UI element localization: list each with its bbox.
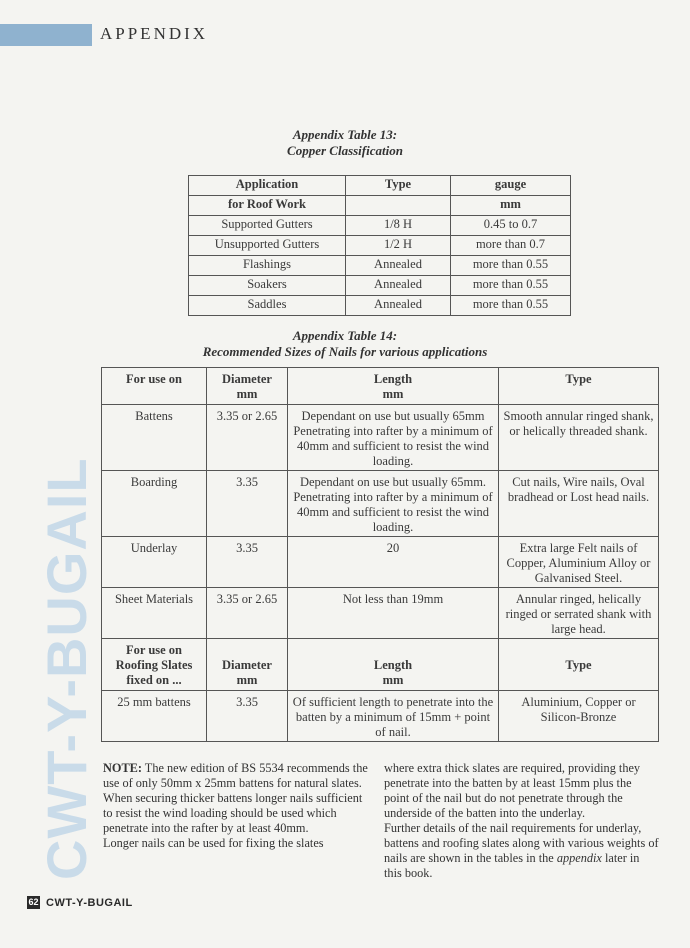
table-header-row — [189, 196, 571, 216]
table-row — [102, 537, 659, 588]
table14-caption-line2: Recommended Sizes of Nails for various applications — [202, 344, 488, 359]
table-row — [102, 588, 659, 639]
table-cell: Not less than 19mm — [288, 588, 499, 639]
appendix-reference: appendix — [556, 851, 602, 865]
header-cell: mm — [451, 196, 571, 216]
table-header-row — [102, 639, 659, 691]
table-cell: 1/2 H — [346, 236, 451, 256]
header-cell: Diameter mm — [207, 639, 288, 691]
table-cell: Sheet Materials — [102, 588, 207, 639]
table-cell: 1/8 H — [346, 216, 451, 236]
table-cell: more than 0.55 — [451, 256, 571, 276]
copper-classification-table — [188, 175, 571, 316]
table-cell: Soakers — [189, 276, 346, 296]
note-label: NOTE: — [103, 761, 142, 775]
note-paragraph: Longer nails can be used for fixing the slates — [103, 836, 324, 850]
note-text: The new edition of BS 5534 recommends the use of only 50mm x 25mm battens for natural slates. — [103, 761, 368, 790]
table-cell: Dependant on use but usually 65mm. Penetrating into rafter by a minimum of 40mm and sufficient to resist the wind loading. — [288, 471, 499, 537]
header-accent-bar — [0, 24, 92, 46]
table-cell: Of sufficient length to penetrate into the batten by a minimum of 15mm + point of nail. — [288, 691, 499, 742]
table-cell: Saddles — [189, 296, 346, 316]
table-row — [189, 256, 571, 276]
note-left-column — [103, 761, 373, 851]
table14-caption — [0, 328, 690, 360]
table-cell: Extra large Felt nails of Copper, Aluminium Alloy or Galvanised Steel. — [499, 537, 659, 588]
table-row — [102, 471, 659, 537]
nail-sizes-table — [101, 367, 659, 742]
table-cell: Flashings — [189, 256, 346, 276]
table-cell: Annealed — [346, 296, 451, 316]
note-paragraph: When securing thicker battens longer nails sufficient to resist the wind loading should be used which penetrate into the rafter by at least 40mm. — [103, 791, 363, 835]
table-cell: more than 0.55 — [451, 296, 571, 316]
note-paragraph — [384, 821, 659, 881]
table-row — [189, 296, 571, 316]
table-row — [189, 216, 571, 236]
header-cell: gauge — [451, 176, 571, 196]
page-footer — [27, 896, 133, 909]
header-cell: Length mm — [288, 639, 499, 691]
table-row — [102, 691, 659, 742]
table-cell: Annealed — [346, 276, 451, 296]
table-cell: Supported Gutters — [189, 216, 346, 236]
table-cell: Underlay — [102, 537, 207, 588]
header-cell: Type — [499, 368, 659, 405]
table-cell: 3.35 — [207, 537, 288, 588]
table-cell: Annular ringed, helically ringed or serrated shank with large head. — [499, 588, 659, 639]
header-cell: For use on Roofing Slates fixed on ... — [102, 639, 207, 691]
table-cell: more than 0.7 — [451, 236, 571, 256]
table13-caption-line2: Copper Classification — [287, 143, 403, 158]
table-row — [189, 276, 571, 296]
header-cell: Type — [346, 176, 451, 196]
table-cell: Boarding — [102, 471, 207, 537]
note-text: Further details of the nail requirements for underlay, battens and roofing slates along with various weights of nails are shown in the tables in the — [384, 821, 659, 865]
note-text: later in this book. — [384, 851, 640, 880]
table-cell: Aluminium, Copper or Silicon-Bronze — [499, 691, 659, 742]
header-cell: Type — [499, 639, 659, 691]
table13-caption-line1: Appendix Table 13: — [292, 127, 398, 142]
header-cell: For use on — [102, 368, 207, 405]
side-watermark-title: CWT-Y-BUGAIL — [35, 457, 98, 880]
table-cell: Annealed — [346, 256, 451, 276]
table-cell: Cut nails, Wire nails, Oval bradhead or Lost head nails. — [499, 471, 659, 537]
table-row — [102, 405, 659, 471]
table-cell: Dependant on use but usually 65mm Penetrating into rafter by a minimum of 40mm and sufficient to resist the wind loading. — [288, 405, 499, 471]
table-row — [189, 236, 571, 256]
table-cell: 3.35 or 2.65 — [207, 405, 288, 471]
table-cell: 3.35 — [207, 471, 288, 537]
page-number-badge: 62 — [28, 897, 39, 907]
note-paragraph — [103, 761, 373, 791]
note-paragraph: where extra thick slates are required, providing they penetrate into the batten by at least 15mm plus the point of the nail but do not penetrate through the underside of the batten into the underlay. — [384, 761, 641, 820]
note-right-column — [384, 761, 659, 881]
page-header-title: APPENDIX — [100, 24, 209, 43]
footer-brand: CWT-Y-BUGAIL — [46, 896, 133, 909]
header-cell: Length mm — [288, 368, 499, 405]
table-cell: 20 — [288, 537, 499, 588]
header-cell — [346, 196, 451, 216]
table-cell: more than 0.55 — [451, 276, 571, 296]
table-cell: 3.35 — [207, 691, 288, 742]
header-cell: Diameter mm — [207, 368, 288, 405]
header-cell: for Roof Work — [189, 196, 346, 216]
table-cell: Unsupported Gutters — [189, 236, 346, 256]
table-cell: 25 mm battens — [102, 691, 207, 742]
table-header-row — [189, 176, 571, 196]
table-cell: 0.45 to 0.7 — [451, 216, 571, 236]
table-cell: Battens — [102, 405, 207, 471]
table13-caption — [0, 127, 690, 159]
header-cell: Application — [189, 176, 346, 196]
table-header-row — [102, 368, 659, 405]
table-cell: Smooth annular ringed shank, or helically threaded shank. — [499, 405, 659, 471]
table-cell: 3.35 or 2.65 — [207, 588, 288, 639]
table14-caption-line1: Appendix Table 14: — [292, 328, 398, 343]
